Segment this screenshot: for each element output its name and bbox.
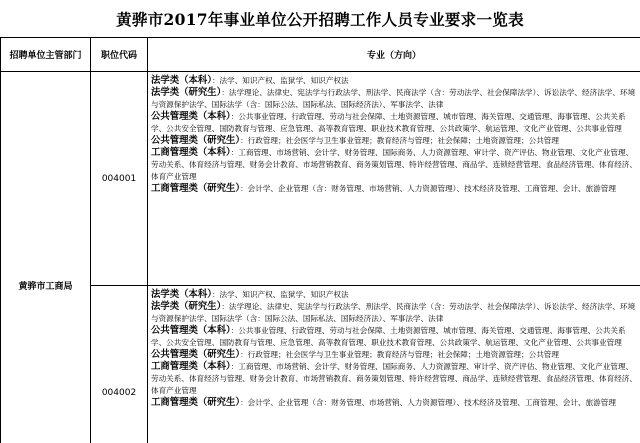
requirement-text: ：工商管理、市场营销、会计学、财务管理、国际商务、人力资源管理、审计学、资产评估、物业管理、文化产业管理、劳动关系、体育经济与管理、财务会计教育、市场营销教育、商务策划管理、特许经营管理、商品学、连锁经营管理、食品经济管理、体育经济、体育产业管理 [151,148,637,181]
requirement-item [151,87,638,111]
requirement-category: 法学类（本科） [151,289,212,300]
requirement-text: ：工商管理、市场营销、会计学、财务管理、国际商务、人力资源管理、审计学、资产评估、物业管理、文化产业管理、劳动关系、体育经济与管理、财务会计教育、市场营销教育、商务策划管理、特许经营管理、商品学、连锁经营管理、食品经济管理、体育经济、体育产业管理 [151,362,637,395]
requirement-text: ：行政管理；社会医学与卫生事业管理；教育经济与管理；社会保障；土地资源管理；公共管理 [240,350,559,359]
requirement-item [151,325,638,349]
requirement-item [151,147,638,183]
requirement-text: ：公共事业管理、行政管理、劳动与社会保障、土地资源管理、城市管理、海关管理、交通管理、海事管理、公共关系学、公共安全管理、国防教育与管理、应急管理、高等教育管理、职业技术教育管理、公共政策学、航运管理、文化产业管理、公共事业管理 [151,326,626,347]
table-header-row [1,38,640,72]
requirement-item [151,397,638,409]
requirement-category: 工商管理类（本科） [151,361,231,372]
requirement-category: 公共管理类（研究生） [151,349,241,360]
requirement-category: 工商管理类（研究生） [151,183,241,194]
requirement-item [151,75,638,87]
requirement-text: ：行政管理；社会医学与卫生事业管理；教育经济与管理；社会保障；土地资源管理；公共管理 [240,136,559,145]
requirement-category: 公共管理类（研究生） [151,135,241,146]
requirement-category: 公共管理类（本科） [151,325,231,336]
header-major: 专业（方向） [148,38,640,72]
requirement-text: ：会计学、企业管理（含：财务管理、市场营销、人力资源管理）、技术经济及管理、工商管理、会计、旅游管理 [240,184,616,193]
dept-cell: 黄骅市工商局 [1,72,91,443]
requirement-text: ：法学理论、法律史、宪法学与行政法学、刑法学、民商法学（含：劳动法学、社会保障法学）、诉讼法学、经济法学、环境与资源保护法学、国际法学（含：国际公法、国际私法、国际经济法）、军事法学、法律 [151,88,636,109]
table-row [1,286,640,443]
requirement-item [151,349,638,361]
requirement-text: ：法学、知识产权、监狱学、知识产权法 [211,76,349,85]
requirement-item [151,301,638,325]
requirement-item [151,111,638,135]
requirement-text: ：会计学、企业管理（含：财务管理、市场营销、人力资源管理）、技术经济及管理、工商管理、会计、旅游管理 [240,398,616,407]
requirement-category: 法学类（研究生） [151,87,222,98]
table-row [1,72,640,286]
major-requirements [148,286,640,443]
header-code: 职位代码 [91,38,148,72]
requirement-item [151,183,638,195]
requirement-category: 工商管理类（研究生） [151,397,241,408]
major-requirements [148,72,640,286]
header-dept: 招聘单位主管部门 [1,38,91,72]
requirement-item [151,135,638,147]
requirement-category: 公共管理类（本科） [151,111,231,122]
requirement-category: 法学类（本科） [151,75,212,86]
recruitment-table [0,37,640,443]
position-code: 004001 [91,72,148,286]
position-code: 004002 [91,286,148,443]
document-title: 黄骅市2017年事业单位公开招聘工作人员专业要求一览表 [116,10,524,29]
requirement-text: ：法学理论、法律史、宪法学与行政法学、刑法学、民商法学（含：劳动法学、社会保障法学）、诉讼法学、经济法学、环境与资源保护法学、国际法学（含：国际公法、国际私法、国际经济法）、军事法学、法律 [151,302,636,323]
requirement-text: ：公共事业管理、行政管理、劳动与社会保障、土地资源管理、城市管理、海关管理、交通管理、海事管理、公共关系学、公共安全管理、国防教育与管理、应急管理、高等教育管理、职业技术教育管理、公共政策学、航运管理、文化产业管理、公共事业管理 [151,112,626,133]
requirement-text: ：法学、知识产权、监狱学、知识产权法 [211,290,349,299]
requirement-category: 法学类（研究生） [151,301,222,312]
requirement-item [151,289,638,301]
requirement-item [151,361,638,397]
requirement-category: 工商管理类（本科） [151,147,231,158]
